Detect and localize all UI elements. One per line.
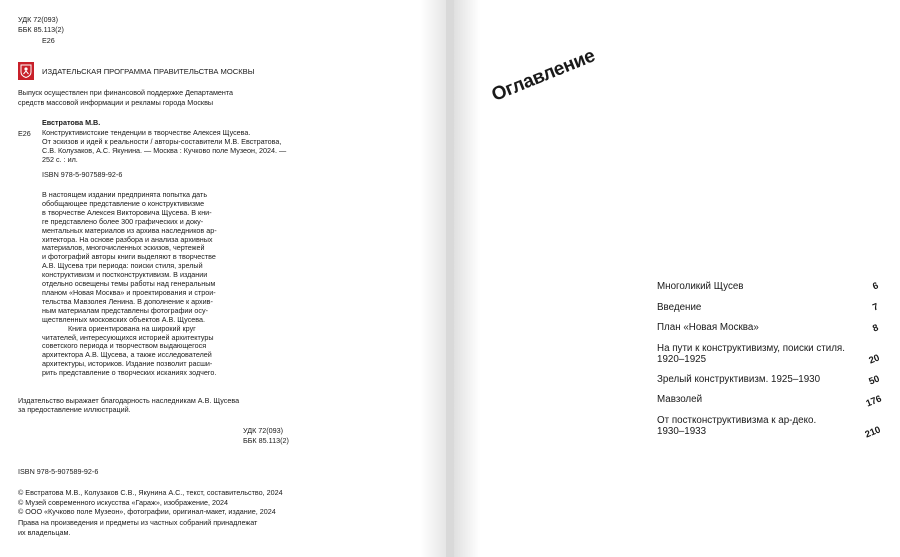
toc-page-6: 176 — [864, 393, 884, 410]
toc-item-2[interactable]: Введение — [657, 302, 702, 313]
copyright-line-2: © Музей современного искусства «Гараж», изображение, 2024 — [18, 498, 228, 507]
catalog-code: Е26 — [18, 129, 31, 138]
isbn-bottom: ISBN 978-5-907589-92-6 — [18, 467, 99, 476]
udk-code-bottom: УДК 72(093) — [243, 426, 284, 435]
toc-item-5[interactable]: Зрелый конструктивизм. 1925–1930 — [657, 374, 821, 385]
author-mark: Е26 — [42, 36, 55, 45]
toc-item-4[interactable]: На пути к конструктивизму, поиски стиля. 1920–1925 — [657, 343, 845, 365]
thanks-line-1: Издательство выражает благодарность наследникам А.В. Щусева — [18, 396, 240, 405]
toc-page-2: 7 — [871, 301, 881, 314]
left-page — [0, 0, 446, 557]
toc-item-7[interactable]: От постконструктивизма к ар-деко. 1930–1933 — [657, 415, 817, 437]
rights-line-2: их владельцам. — [18, 528, 71, 537]
toc-page-3: 8 — [871, 322, 881, 335]
abstract-paragraph-1: В настоящем издании предпринята попытка дать обобщающее представление о конструктивизме в творчестве Алексея Викторовича Щусева. В кни- ге представлено более 300 графических и доку- ментальных материалов из архива наследников ар- хитектора. На основе разбора и анализа архивных материалов, многочисленных эскизов, чертежей и фотографий авторы книги выделяют в творчестве А.В. Щусева три периода: поиски стиля, зрелый конструктивизм и постконструктивизм. В издании отдельно освещены темы работы над генеральным планом «Новая Москва» и проектирования и строи- тельства Мавзолея Ленина. В дополнение к архив- ным материалам представлены фотографии осу- ществленных московских объектов А.В. Щусева. Книга ориентирована на широкий круг читателей, интересующихся историей архитектуры советского периода и творчеством выдающегося архитектора А.В. Щусева, а также исследователей архитектуры, историков. Издание позволит расши- рить представление о творческих исканиях зодчего. — [42, 190, 217, 378]
publishing-program: ИЗДАТЕЛЬСКАЯ ПРОГРАММА ПРАВИТЕЛЬСТВА МОСКВЫ — [42, 67, 255, 76]
toc-item-3[interactable]: План «Новая Москва» — [657, 322, 759, 333]
toc-page-5: 50 — [867, 373, 882, 388]
toc-title: Оглавление — [488, 45, 599, 106]
toc-item-1[interactable]: Многоликий Щусев — [657, 281, 744, 292]
rights-line-1: Права на произведения и предметы из частных собраний принадлежат — [18, 518, 258, 527]
toc-page-4: 20 — [867, 352, 882, 367]
moscow-emblem-icon — [18, 62, 34, 80]
bbk-code: ББК 85.113(2) — [18, 25, 64, 34]
isbn-top: ISBN 978-5-907589-92-6 — [42, 170, 123, 179]
copyright-line-1: © Евстратова М.В., Колузаков С.В., Якунина А.С., текст, составительство, 2024 — [18, 488, 283, 497]
bibliographic-record: Конструктивистские тенденции в творчестве Алексея Щусева. От эскизов и идей к реальности / авторы-составители М.В. Евстратова, С.В. Колузаков, А.С. Якунина. — Москва : Кучково поле Музеон, 2024. — 252 с. : ил. — [42, 128, 287, 164]
thanks-line-2: за предоставление иллюстраций. — [18, 405, 131, 414]
toc-page-7: 210 — [863, 424, 883, 441]
copyright-line-3: © ООО «Кучково поле Музеон», фотографии, оригинал-макет, издание, 2024 — [18, 507, 276, 516]
author-name: Евстратова М.В. — [42, 118, 101, 127]
toc-item-6[interactable]: Мавзолей — [657, 394, 703, 405]
support-line-2: средств массовой информации и рекламы города Москвы — [18, 98, 214, 107]
udk-code: УДК 72(093) — [18, 15, 59, 24]
bbk-code-bottom: ББК 85.113(2) — [243, 436, 289, 445]
support-line-1: Выпуск осуществлен при финансовой поддержке Департамента — [18, 88, 234, 97]
toc-page-1: 6 — [871, 280, 881, 293]
